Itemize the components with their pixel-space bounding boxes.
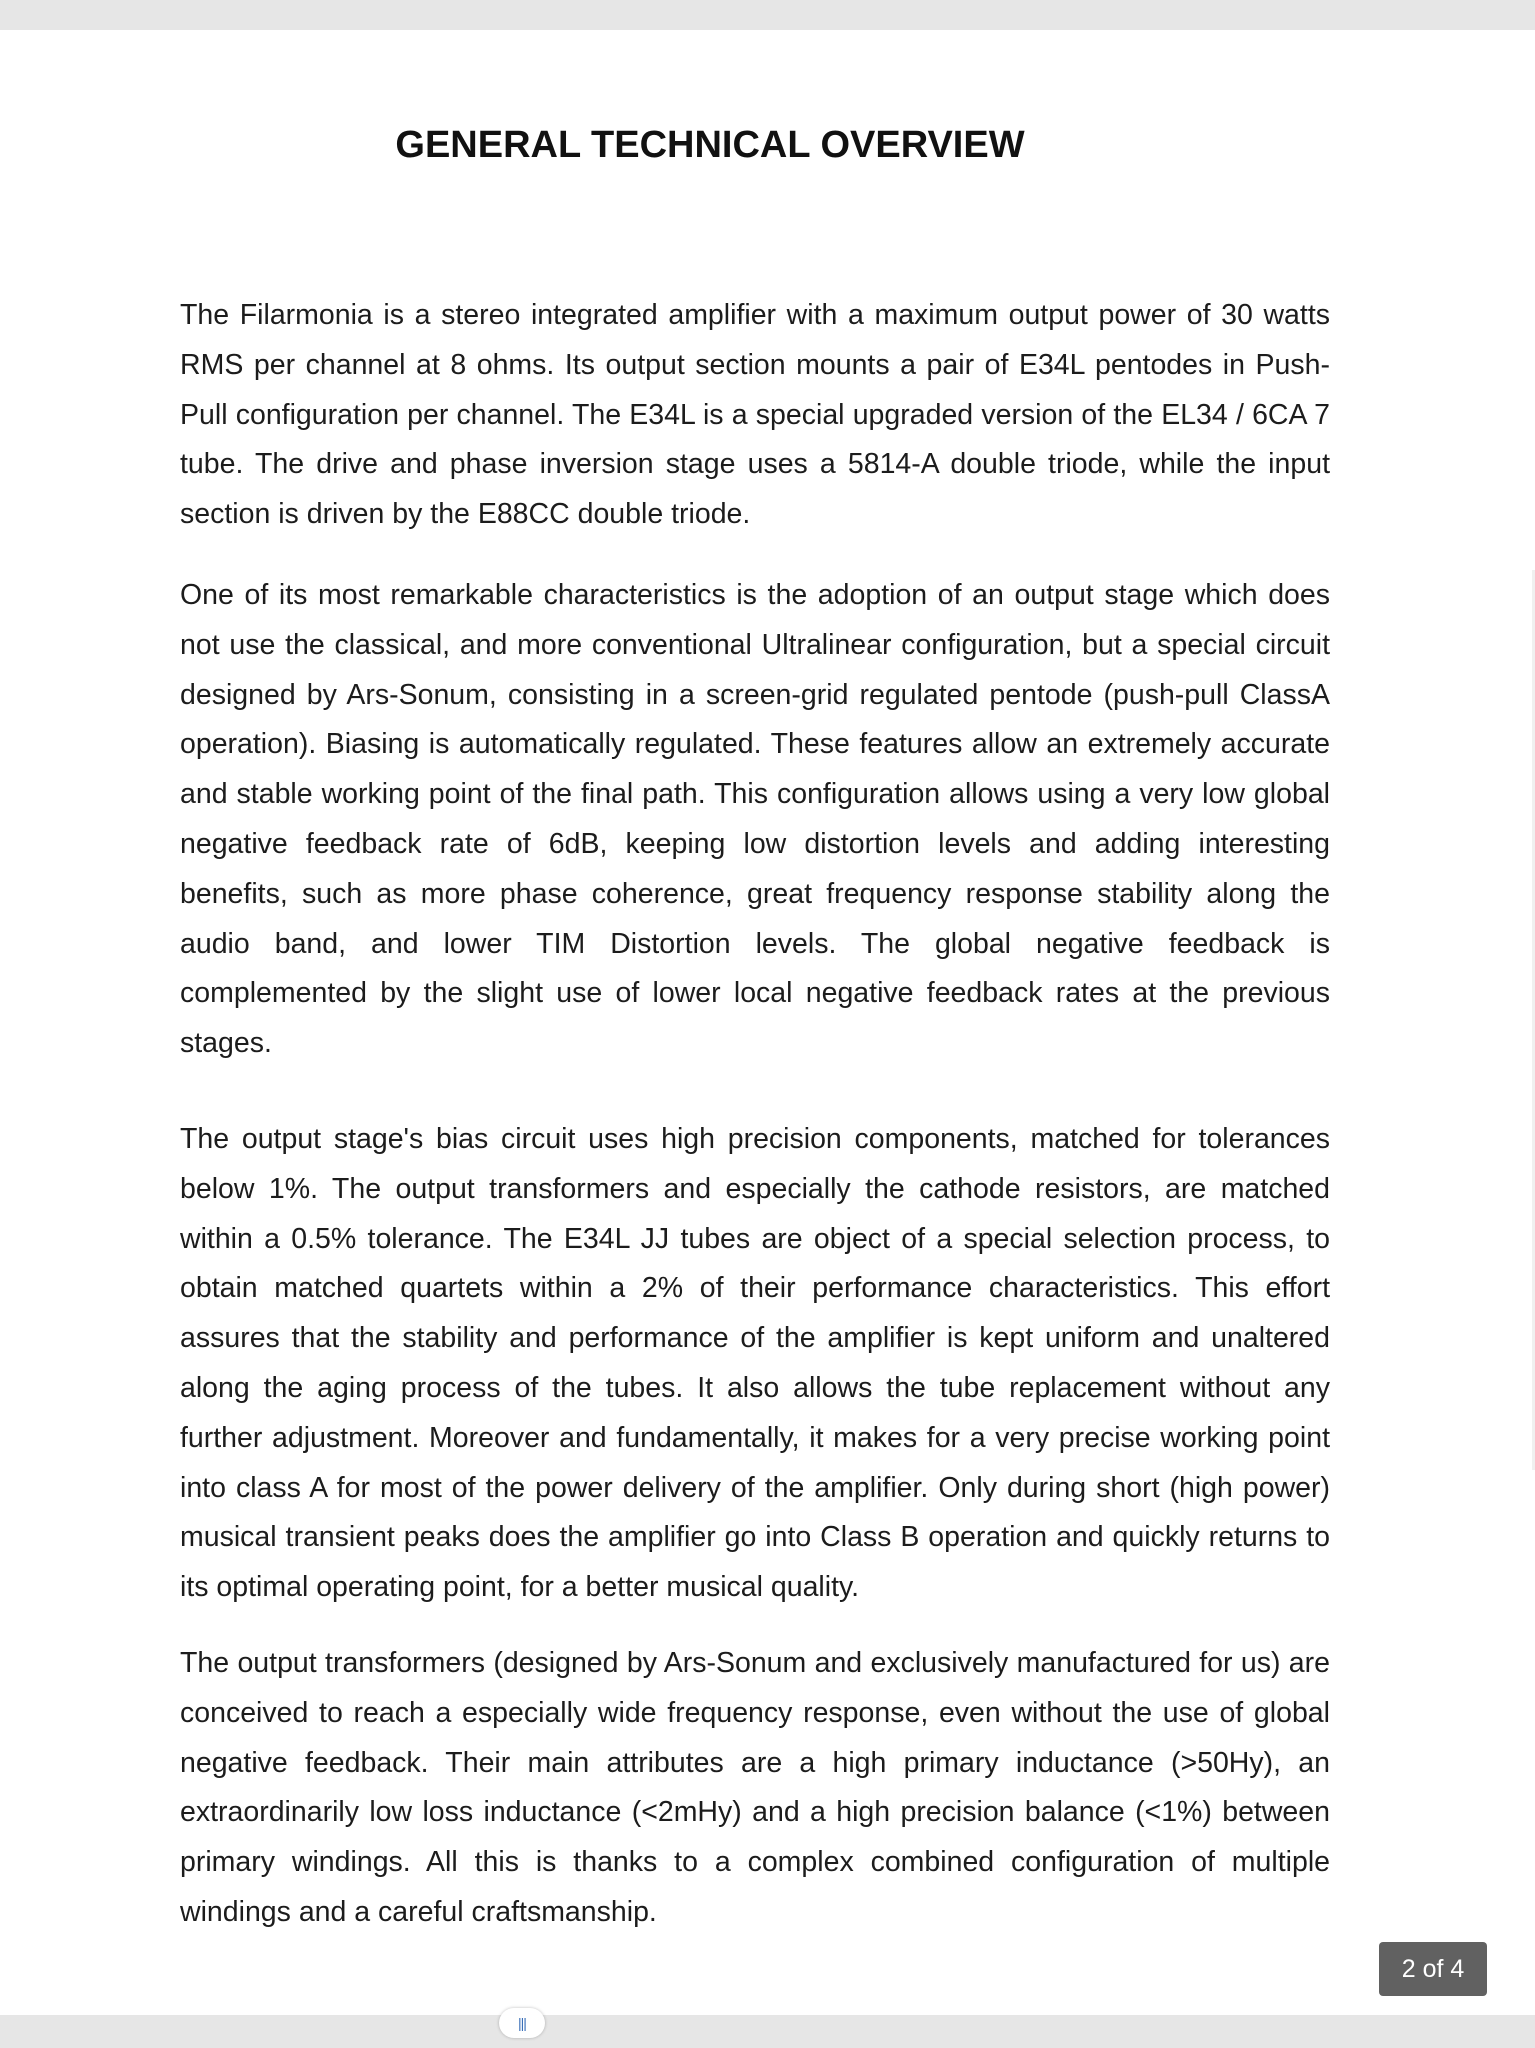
document-page bbox=[0, 30, 1535, 2015]
paragraph-3: The output stage's bias circuit uses high precision components, matched for tolerances below 1%. The output transformers and especially the cathode resistors, are matched within a 0.5% tolerance. The E34L JJ tubes are object of a special selection process, to obtain matched quartets within a 2% of their performance characteristics. This effort assures that the stability and performance of the amplifier is kept uniform and unaltered along the aging process of the tubes. It also allows the tube replacement without any further adjustment. Moreover and fundamentally, it makes for a very precise working point into class A for most of the power delivery of the amplifier. Only during short (high power) musical transient peaks does the amplifier go into Class B operation and quickly returns to its optimal operating point, for a better musical quality. bbox=[180, 1123, 1330, 1604]
scroll-handle-icon[interactable]: ||| bbox=[499, 2008, 545, 2038]
paragraph-4: The output transformers (designed by Ars-Sonum and exclusively manufactured for us) are conceived to reach a especially wide frequency response, even without the use of global negative feedback. Their main attributes are a high primary inductance (>50Hy), an extraordinarily low loss inductance (<2mHy) and a high precision balance (<1%) between primary windings. All this is thanks to a complex combined configuration of multiple windings and a careful craftsmanship. bbox=[180, 1647, 1330, 1928]
page-title: GENERAL TECHNICAL OVERVIEW bbox=[395, 124, 1025, 166]
bottom-bar bbox=[0, 2015, 1535, 2048]
page-number-badge: 2 of 4 bbox=[1379, 1942, 1487, 1996]
paragraph-1: The Filarmonia is a stereo integrated amplifier with a maximum output power of 30 watts RMS per channel at 8 ohms. Its output section mounts a pair of E34L pentodes in Push-Pull configuration per channel. The E34L is a special upgraded version of the EL34 / 6CA 7 tube. The drive and phase inversion stage uses a 5814-A double triode, while the input section is driven by the E88CC double triode. bbox=[180, 299, 1330, 531]
paragraph-2: One of its most remarkable characteristics is the adoption of an output stage which does not use the classical, and more conventional Ultralinear configuration, but a special circuit designed by Ars-Sonum, consisting in a screen-grid regulated pentode (push-pull ClassA operation). Biasing is automatically regulated. These features allow an extremely accurate and stable working point of the final path. This configuration allows using a very low global negative feedback rate of 6dB, keeping low distortion levels and adding interesting benefits, such as more phase coherence, great frequency response stability along the audio band, and lower TIM Distortion levels. The global negative feedback is complemented by the slight use of lower local negative feedback rates at the previous stages. bbox=[180, 579, 1330, 1060]
